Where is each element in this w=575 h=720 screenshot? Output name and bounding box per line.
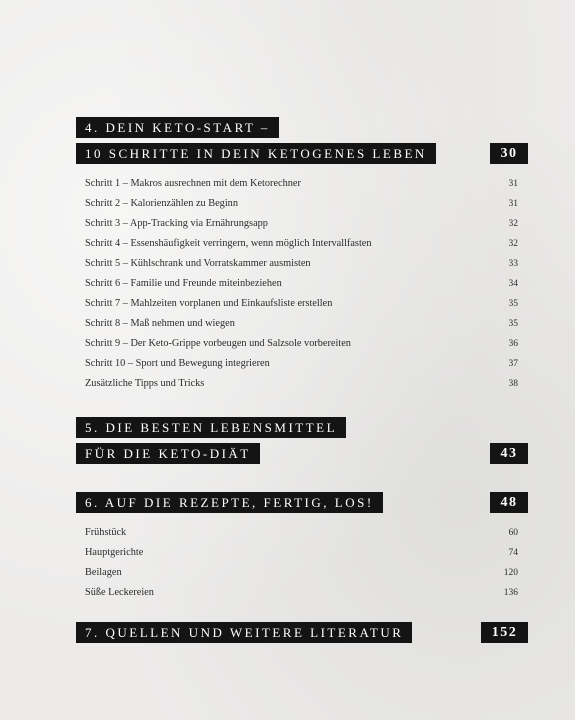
toc-entry	[85, 546, 518, 560]
toc-entry-page: 34	[508, 279, 518, 289]
toc-entry	[85, 317, 518, 331]
toc-entry-title: Schritt 6 – Familie und Freunde miteinbeziehen	[85, 278, 282, 289]
section-5-heading-line-2: FÜR DIE KETO-DIÄT	[76, 443, 260, 464]
toc-entry	[85, 277, 518, 291]
toc-entry-page: 136	[503, 588, 518, 598]
toc-entry	[85, 566, 518, 580]
toc-entry-page: 120	[503, 568, 518, 578]
toc-entry-page: 31	[508, 199, 518, 209]
toc-entry-title: Schritt 2 – Kalorienzählen zu Beginn	[85, 198, 238, 209]
toc-entry-title: Süße Leckereien	[85, 587, 154, 598]
toc-entry	[85, 297, 518, 311]
toc-entry-title: Schritt 8 – Maß nehmen und wiegen	[85, 318, 235, 329]
toc-entry-title: Schritt 7 – Mahlzeiten vorplanen und Einkaufsliste erstellen	[85, 298, 333, 309]
toc-entry	[85, 377, 518, 391]
toc-entry	[85, 217, 518, 231]
toc-entry-title: Frühstück	[85, 527, 127, 538]
toc-entry-page: 32	[508, 239, 518, 249]
toc-entry-title: Schritt 1 – Makros ausrechnen mit dem Ketorechner	[85, 178, 301, 189]
section-4-page-number: 30	[490, 143, 528, 164]
toc-entry	[85, 357, 518, 371]
toc-entry-page: 33	[508, 259, 518, 269]
section-6-page-number: 48	[490, 492, 528, 513]
toc-entry	[85, 337, 518, 351]
toc-entry-page: 31	[508, 179, 518, 189]
toc-entry-page: 36	[508, 339, 518, 349]
toc-entry	[85, 526, 518, 540]
toc-entry-title: Schritt 5 – Kühlschrank und Vorratskammer ausmisten	[85, 258, 311, 269]
section-5-page-number: 43	[490, 443, 528, 464]
toc-entry-page: 35	[508, 319, 518, 329]
section-7-heading: 7. QUELLEN UND WEITERE LITERATUR	[76, 622, 412, 643]
toc-entry-page: 37	[508, 359, 518, 369]
toc-entry-page: 60	[508, 528, 518, 538]
toc-entry	[85, 257, 518, 271]
toc-entry	[85, 197, 518, 211]
toc-entry-page: 32	[508, 219, 518, 229]
section-4-heading-line-2: 10 SCHRITTE IN DEIN KETOGENES LEBEN	[76, 143, 436, 164]
toc-entry-title: Zusätzliche Tipps und Tricks	[85, 378, 205, 389]
toc-entry-page: 38	[508, 379, 518, 389]
toc-entry-title: Schritt 10 – Sport und Bewegung integrieren	[85, 358, 270, 369]
toc-entry-title: Schritt 9 – Der Keto-Grippe vorbeugen und Salzsole vorbereiten	[85, 338, 351, 349]
toc-entry-page: 74	[508, 548, 518, 558]
toc-entry	[85, 237, 518, 251]
toc-entry-page: 35	[508, 299, 518, 309]
toc-entry-title: Beilagen	[85, 567, 122, 578]
toc-entry	[85, 586, 518, 600]
section-4-heading-line-1: 4. DEIN KETO-START –	[76, 117, 279, 138]
toc-entry-title: Schritt 3 – App-Tracking via Ernährungsapp	[85, 218, 268, 229]
section-6-heading: 6. AUF DIE REZEPTE, FERTIG, LOS!	[76, 492, 383, 513]
toc-entry-title: Hauptgerichte	[85, 547, 144, 558]
section-5-heading-line-1: 5. DIE BESTEN LEBENSMITTEL	[76, 417, 346, 438]
toc-entry-title: Schritt 4 – Essenshäufigkeit verringern, wenn möglich Intervallfasten	[85, 238, 372, 249]
toc-entry	[85, 177, 518, 191]
section-7-page-number: 152	[481, 622, 528, 643]
